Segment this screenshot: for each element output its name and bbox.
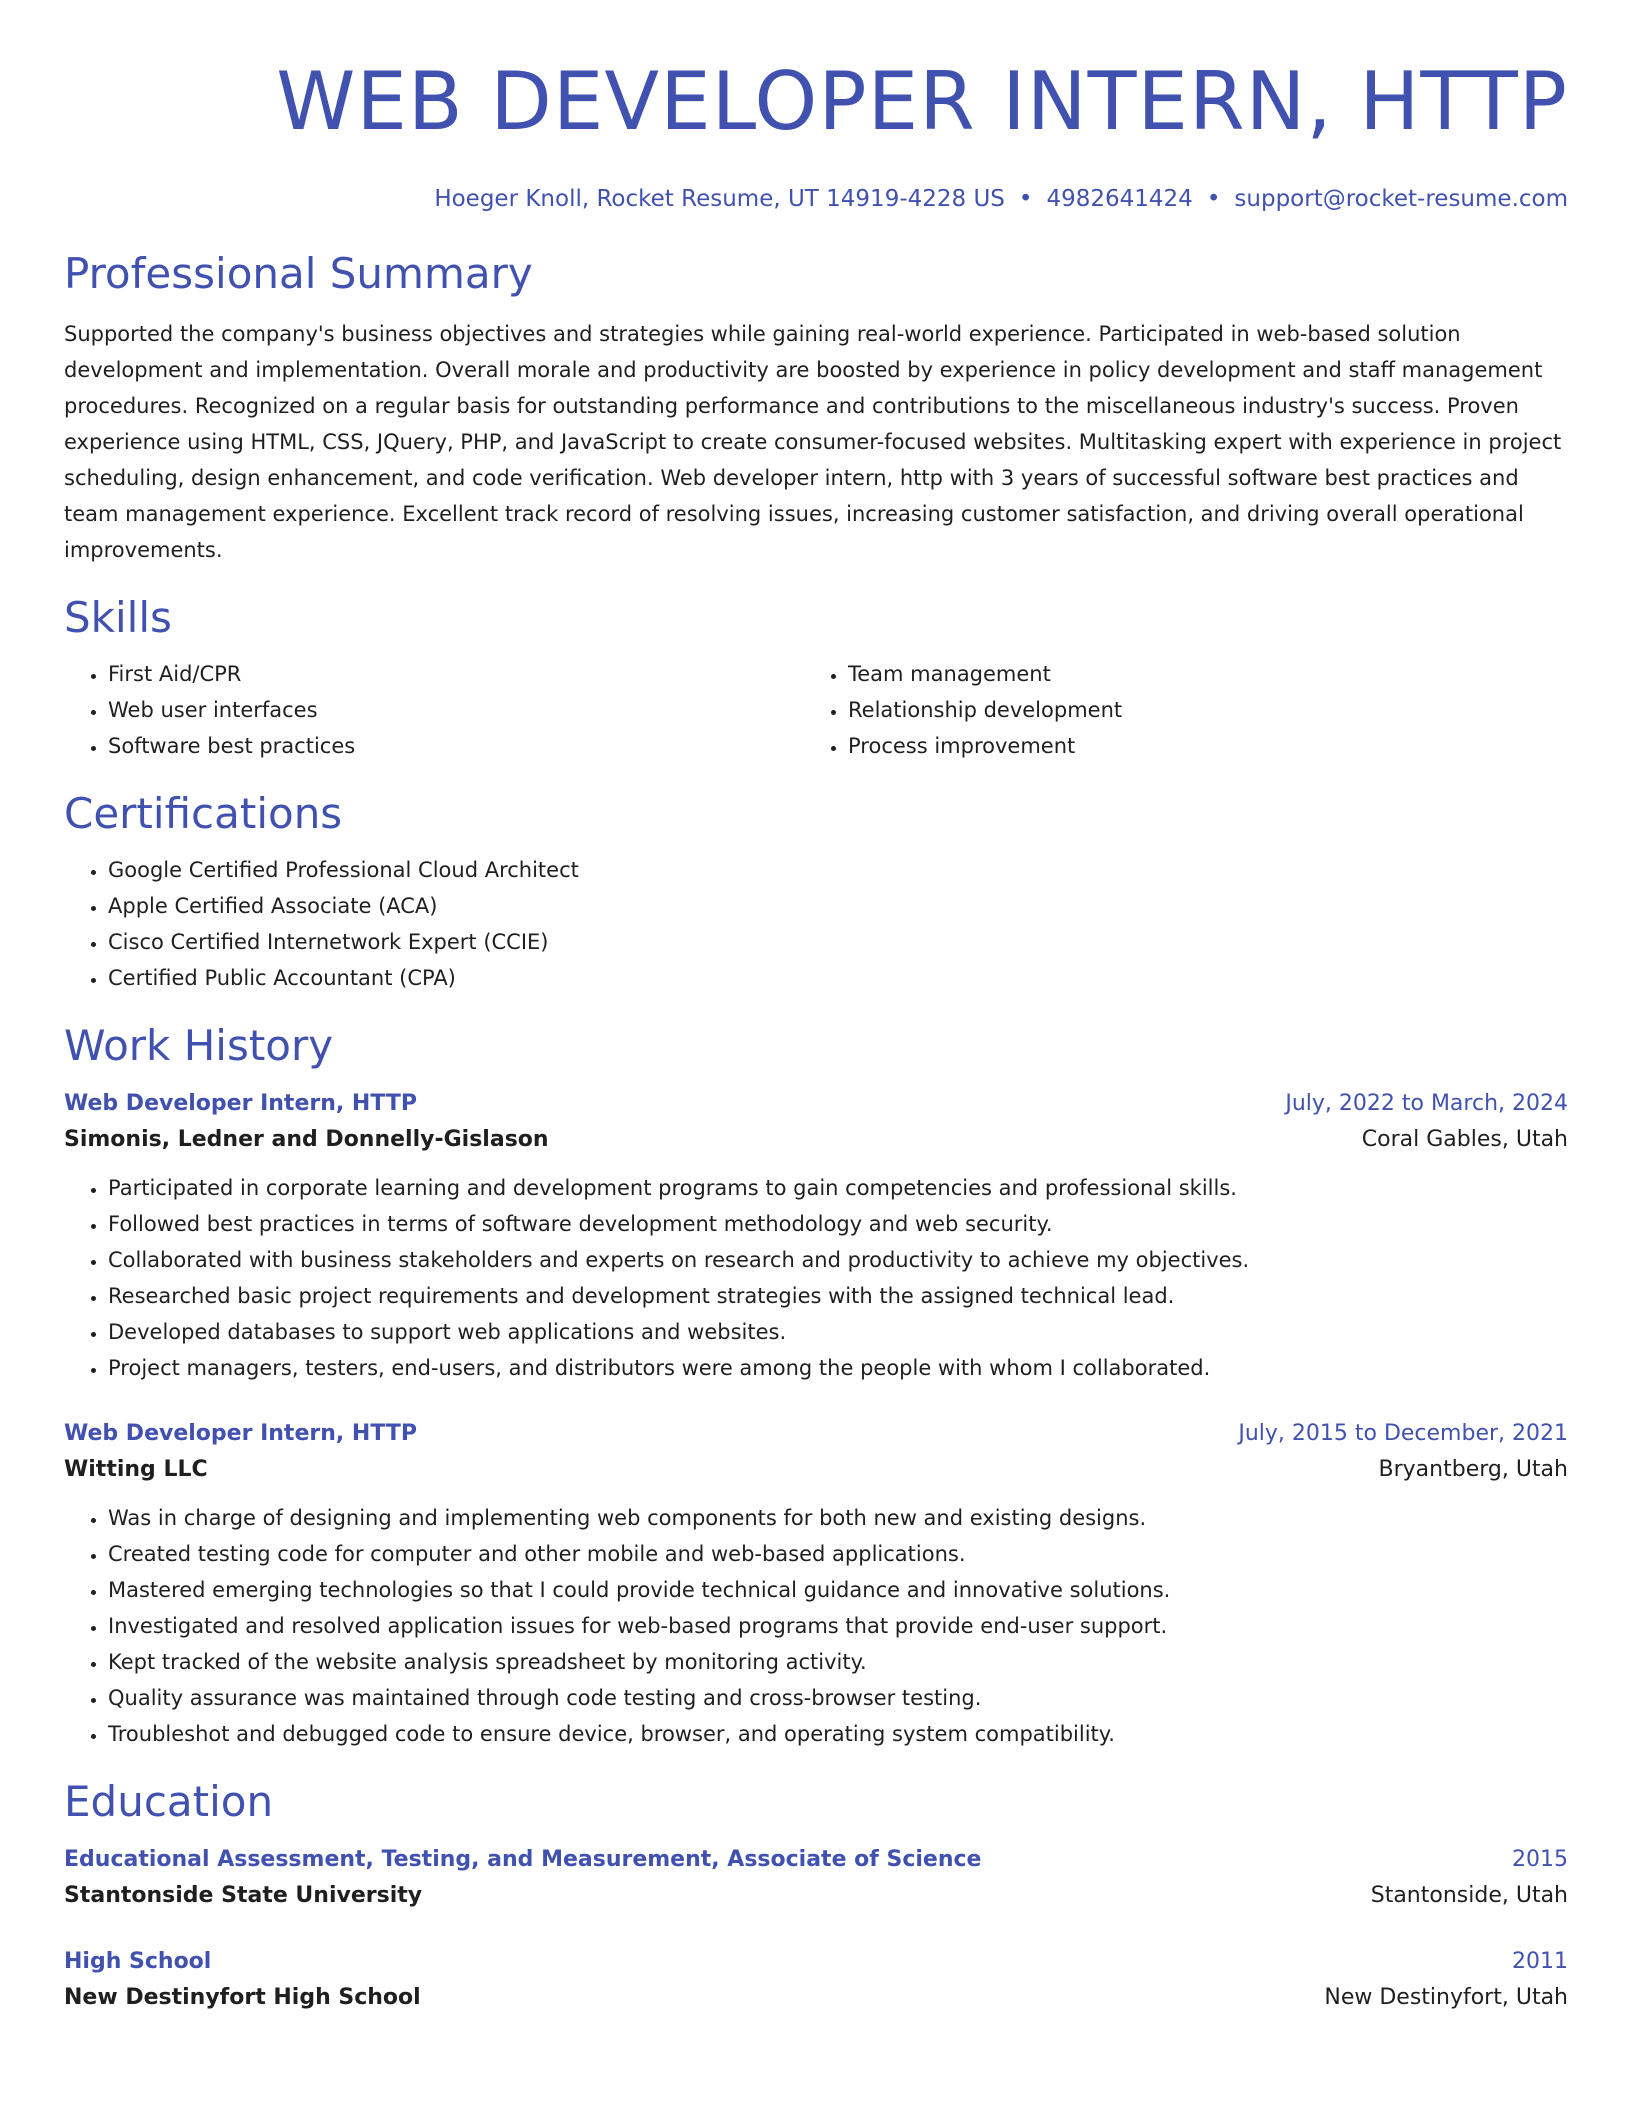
address: Hoeger Knoll, Rocket Resume, UT 14919-4228 US: [434, 186, 1005, 212]
skills-section: [64, 592, 1568, 764]
job-title: Web Developer Intern, HTTP: [64, 1421, 417, 1446]
job-bullets: [64, 1170, 1568, 1386]
skill-item: • Process improvement: [848, 728, 1544, 764]
email-link[interactable]: support@rocket-resume.com: [1234, 186, 1568, 212]
summary-heading: Professional Summary: [64, 249, 533, 298]
skill-item: • Team management: [848, 656, 1544, 692]
certifications-section: [64, 788, 1568, 996]
certification-item: • Google Certified Professional Cloud Architect: [108, 852, 1568, 888]
job-bullets: [64, 1500, 1568, 1752]
job-bullet: • Project managers, testers, end-users, and distributors were among the people with whom I collaborated.: [108, 1350, 1568, 1386]
job-entry: [64, 1086, 1568, 1386]
school-location: New Destinyfort, Utah: [1324, 1985, 1568, 2010]
school-name: New Destinyfort High School: [64, 1985, 421, 2010]
job-bullet: • Kept tracked of the website analysis spreadsheet by monitoring activity.: [108, 1644, 1568, 1680]
skill-item: • Web user interfaces: [108, 692, 804, 728]
skills-heading: Skills: [64, 593, 172, 642]
candidate-name: WEB DEVELOPER INTERN, HTTP: [276, 55, 1568, 148]
graduation-year: 2015: [1512, 1847, 1568, 1872]
skill-item: • Software best practices: [108, 728, 804, 764]
certification-item: • Cisco Certified Internetwork Expert (CCIE): [108, 924, 1568, 960]
skills-column-left: [64, 656, 804, 764]
job-bullet: • Troubleshot and debugged code to ensure device, browser, and operating system compatibility.: [108, 1716, 1568, 1752]
skill-item: • Relationship development: [848, 692, 1544, 728]
job-bullet: • Quality assurance was maintained through code testing and cross-browser testing.: [108, 1680, 1568, 1716]
education-entry: [64, 1944, 1568, 2016]
job-bullet: • Followed best practices in terms of software development methodology and web security.: [108, 1206, 1568, 1242]
job-bullet: • Participated in corporate learning and development programs to gain competencies and professional skills.: [108, 1170, 1568, 1206]
certification-item: • Certified Public Accountant (CPA): [108, 960, 1568, 996]
job-bullet: • Was in charge of designing and implementing web components for both new and existing designs.: [108, 1500, 1568, 1536]
summary-text: Supported the company's business objectives and strategies while gaining real-world experience. Participated in web-based solution development and implementation. Overall morale and productivity are boosted by experience in policy development and staff management procedures. Recognized on a regular basis for outstanding performance and contributions to the miscellaneous industry's success. Proven experience using HTML, CSS, JQuery, PHP, and JavaScript to create consumer-focused websites. Multitasking expert with experience in project scheduling, design enhancement, and code verification. Web developer intern, http with 3 years of successful software best practices and team management experience. Excellent track record of resolving issues, increasing customer satisfaction, and driving overall operational improvements.: [64, 322, 1562, 562]
contact-line: [64, 184, 1568, 214]
skill-item: • First Aid/CPR: [108, 656, 804, 692]
job-title: Web Developer Intern, HTTP: [64, 1091, 417, 1116]
job-bullet: • Created testing code for computer and other mobile and web-based applications.: [108, 1536, 1568, 1572]
phone: 4982641424: [1046, 186, 1193, 212]
education-entry: [64, 1842, 1568, 1914]
job-dates: July, 2022 to March, 2024: [1285, 1091, 1568, 1116]
separator: •: [1206, 186, 1221, 212]
certification-item: • Apple Certified Associate (ACA): [108, 888, 1568, 924]
skills-grid: [64, 656, 1568, 764]
certifications-list: [64, 852, 1568, 996]
job-bullet: • Collaborated with business stakeholders and experts on research and productivity to achieve my objectives.: [108, 1242, 1568, 1278]
job-bullet: • Developed databases to support web applications and websites.: [108, 1314, 1568, 1350]
job-location: Coral Gables, Utah: [1361, 1127, 1568, 1152]
job-bullet: • Mastered emerging technologies so that I could provide technical guidance and innovative solutions.: [108, 1572, 1568, 1608]
certifications-heading: Certifications: [64, 789, 343, 838]
skills-column-right: [804, 656, 1544, 764]
education-heading: Education: [64, 1777, 274, 1826]
degree-title: High School: [64, 1949, 212, 1974]
job-entry: [64, 1416, 1568, 1752]
work-history-heading: Work History: [64, 1021, 334, 1070]
school-name: Stantonside State University: [64, 1883, 423, 1908]
resume-header: [64, 52, 1568, 214]
job-company: Simonis, Ledner and Donnelly-Gislason: [64, 1127, 549, 1152]
job-dates: July, 2015 to December, 2021: [1238, 1421, 1568, 1446]
graduation-year: 2011: [1512, 1949, 1568, 1974]
education-section: [64, 1776, 1568, 2016]
job-bullet: • Researched basic project requirements and development strategies with the assigned technical lead.: [108, 1278, 1568, 1314]
separator: •: [1018, 186, 1033, 212]
job-company: Witting LLC: [64, 1457, 208, 1482]
school-location: Stantonside, Utah: [1370, 1883, 1568, 1908]
work-history-section: [64, 1020, 1568, 1752]
degree-title: Educational Assessment, Testing, and Measurement, Associate of Science: [64, 1847, 982, 1872]
job-location: Bryantberg, Utah: [1378, 1457, 1568, 1482]
job-bullet: • Investigated and resolved application issues for web-based programs that provide end-user support.: [108, 1608, 1568, 1644]
